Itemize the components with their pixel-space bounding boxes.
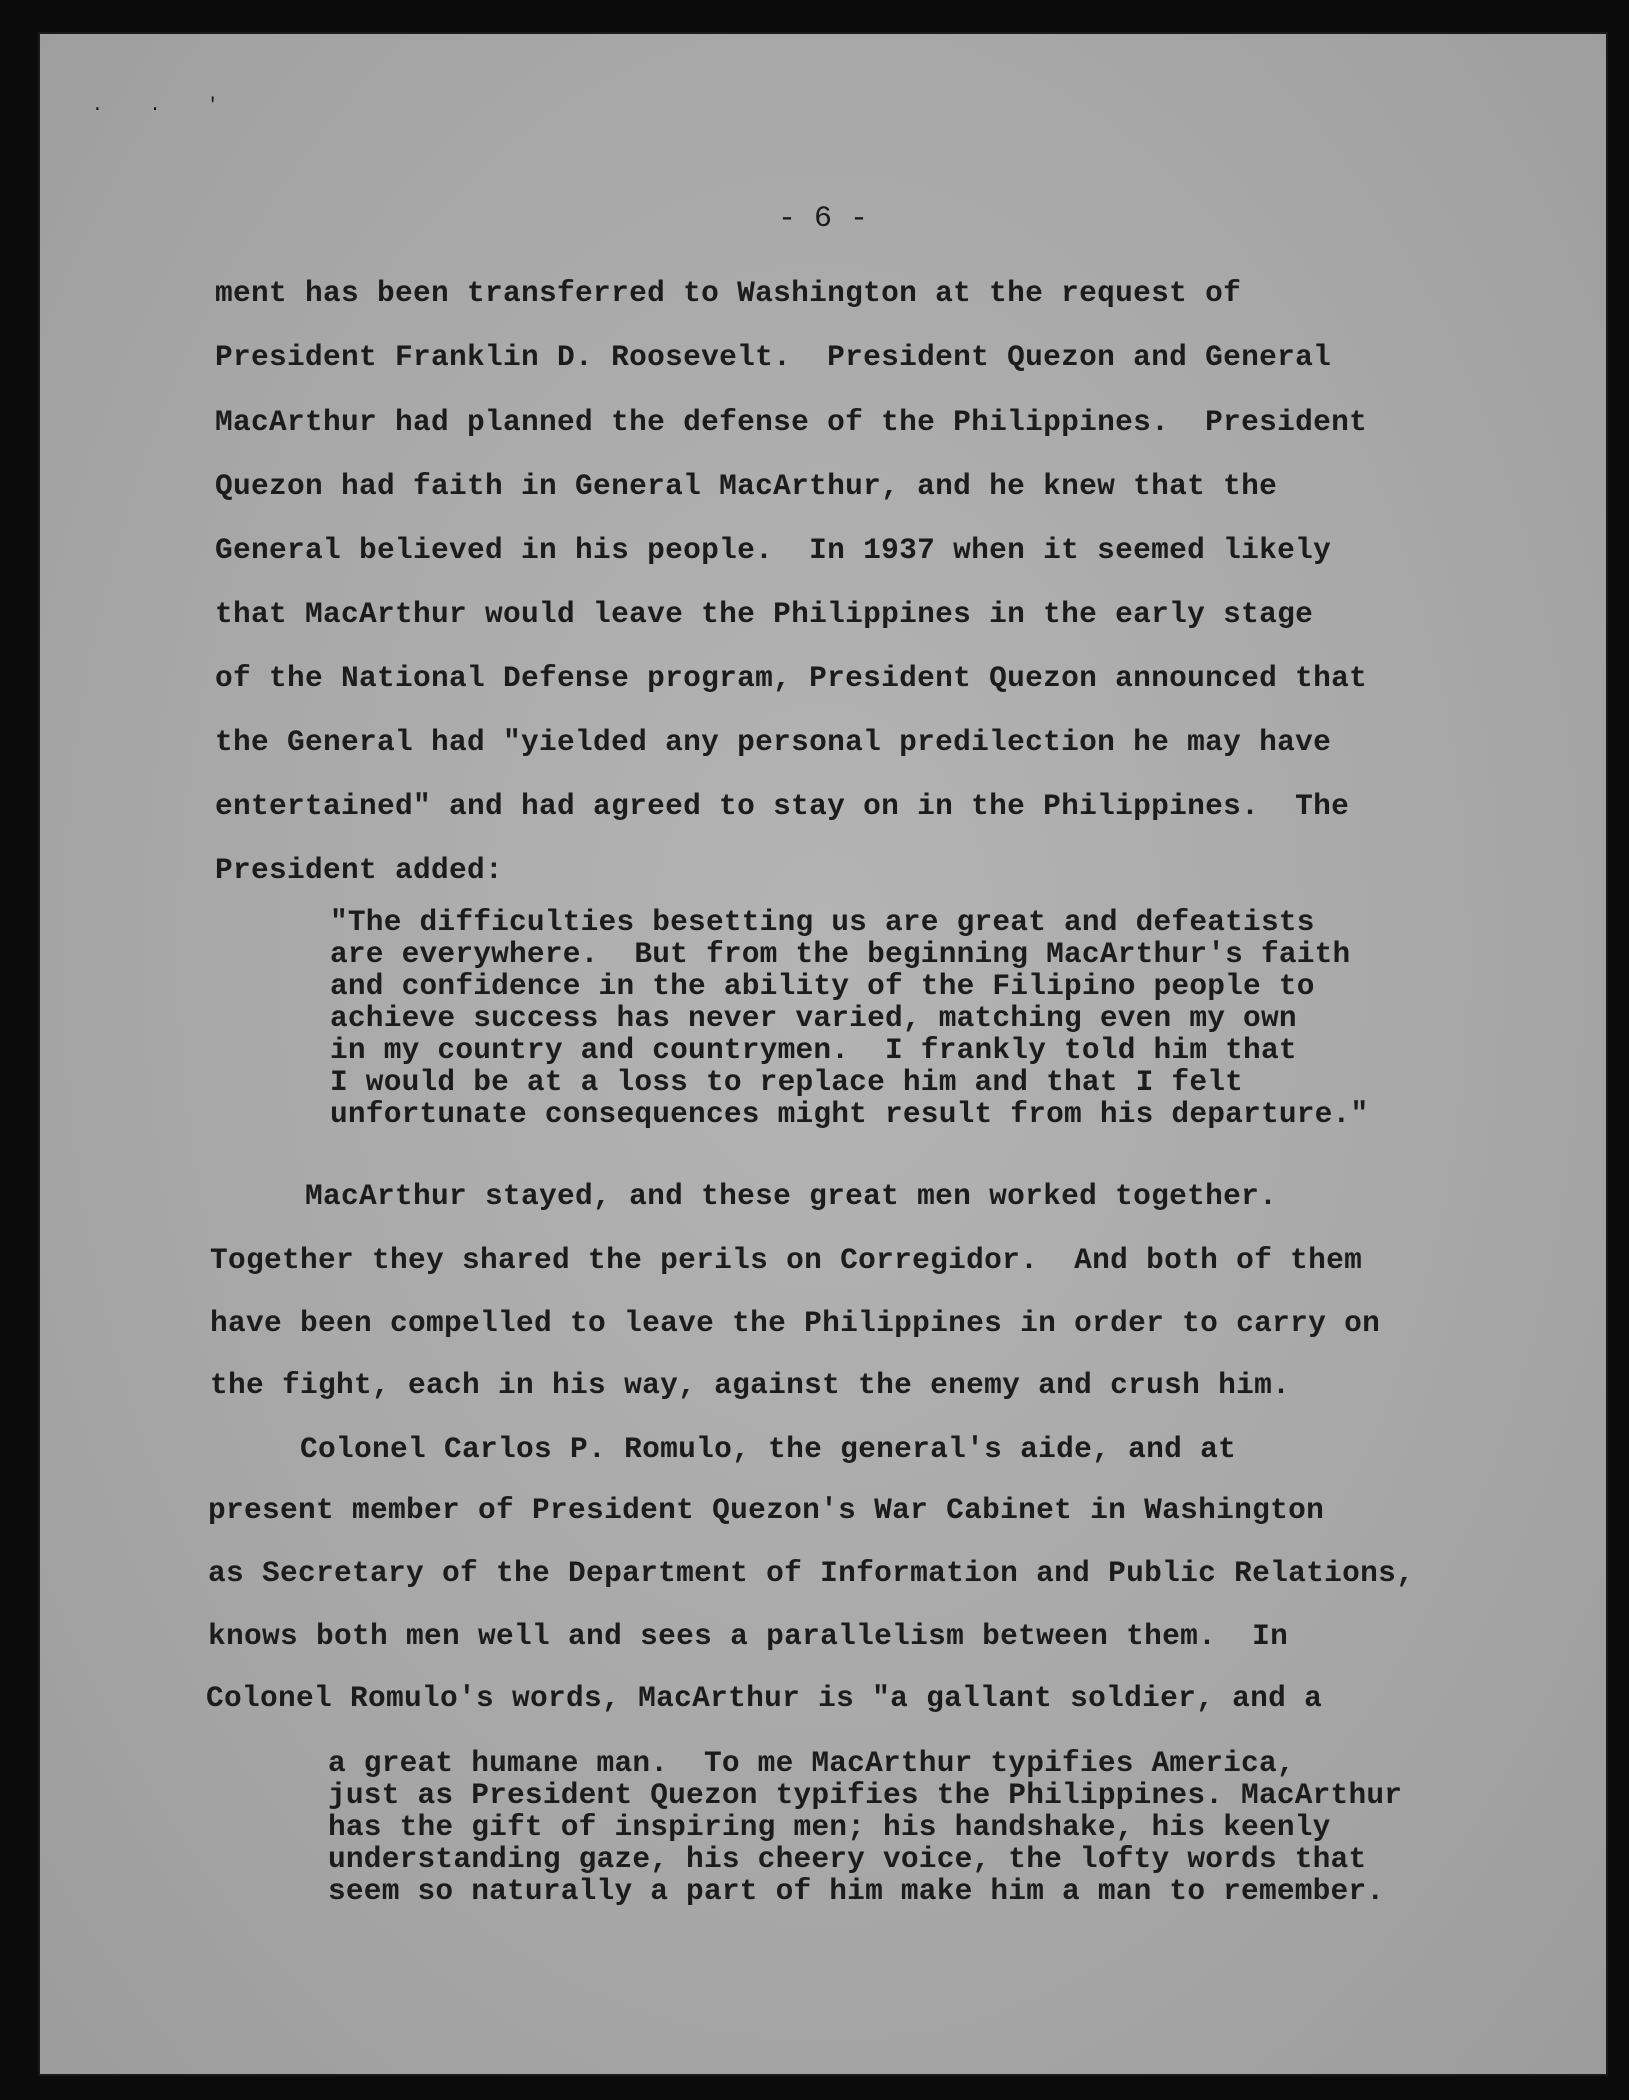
margin-marks: . . ' (92, 96, 237, 116)
body-line: the fight, each in his way, against the enemy and crush him. (210, 1368, 1291, 1402)
page-number: - 6 - (777, 202, 868, 236)
body-line: MacArthur stayed, and these great men worked together. (215, 1179, 1278, 1213)
quote-line: I would be at a loss to replace him and that I felt (330, 1065, 1244, 1099)
quote-line: unfortunate consequences might result from his departure." (330, 1097, 1369, 1131)
body-line: General believed in his people. In 1937 when it seemed likely (215, 533, 1332, 567)
body-line: knows both men well and sees a parallelism between them. In (208, 1619, 1289, 1653)
body-line: as Secretary of the Department of Information and Public Relations, (208, 1556, 1415, 1590)
body-line: entertained" and had agreed to stay on in the Philippines. The (215, 789, 1350, 823)
quote-line: and confidence in the ability of the Filipino people to (330, 969, 1315, 1003)
body-line: Colonel Romulo's words, MacArthur is "a gallant soldier, and a (206, 1681, 1323, 1715)
quote-line: in my country and countrymen. I frankly told him that (330, 1033, 1297, 1067)
body-line: ment has been transferred to Washington at the request of (215, 276, 1242, 310)
quote-line: are everywhere. But from the beginning MacArthur's faith (330, 937, 1351, 971)
body-line: MacArthur had planned the defense of the Philippines. President (215, 405, 1368, 439)
quote-line: just as President Quezon typifies the Philippines. MacArthur (328, 1778, 1403, 1812)
body-line: Quezon had faith in General MacArthur, and he knew that the (215, 469, 1278, 503)
quote-line: a great humane man. To me MacArthur typifies America, (328, 1746, 1295, 1780)
body-line: that MacArthur would leave the Philippines in the early stage (215, 597, 1314, 631)
body-line: of the National Defense program, President Quezon announced that (215, 661, 1368, 695)
document-page (40, 34, 1606, 2074)
body-line: President added: (215, 853, 504, 887)
block-quote-romulo (328, 1747, 1548, 1907)
body-line: Colonel Carlos P. Romulo, the general's aide, and at (210, 1432, 1237, 1466)
body-line: President Franklin D. Roosevelt. President Quezon and General (215, 340, 1332, 374)
quote-line: "The difficulties besetting us are great and defeatists (330, 905, 1315, 939)
body-line: present member of President Quezon's War Cabinet in Washington (208, 1493, 1325, 1527)
quote-line: has the gift of inspiring men; his handshake, his keenly (328, 1810, 1331, 1844)
quote-line: achieve success has never varied, matching even my own (330, 1001, 1297, 1035)
block-quote-quezon (330, 906, 1550, 1130)
body-line: have been compelled to leave the Philippines in order to carry on (210, 1306, 1381, 1340)
body-line: the General had "yielded any personal predilection he may have (215, 725, 1332, 759)
body-line: Together they shared the perils on Corregidor. And both of them (210, 1243, 1363, 1277)
quote-line: understanding gaze, his cheery voice, the lofty words that (328, 1842, 1367, 1876)
quote-line: seem so naturally a part of him make him a man to remember. (328, 1874, 1385, 1908)
